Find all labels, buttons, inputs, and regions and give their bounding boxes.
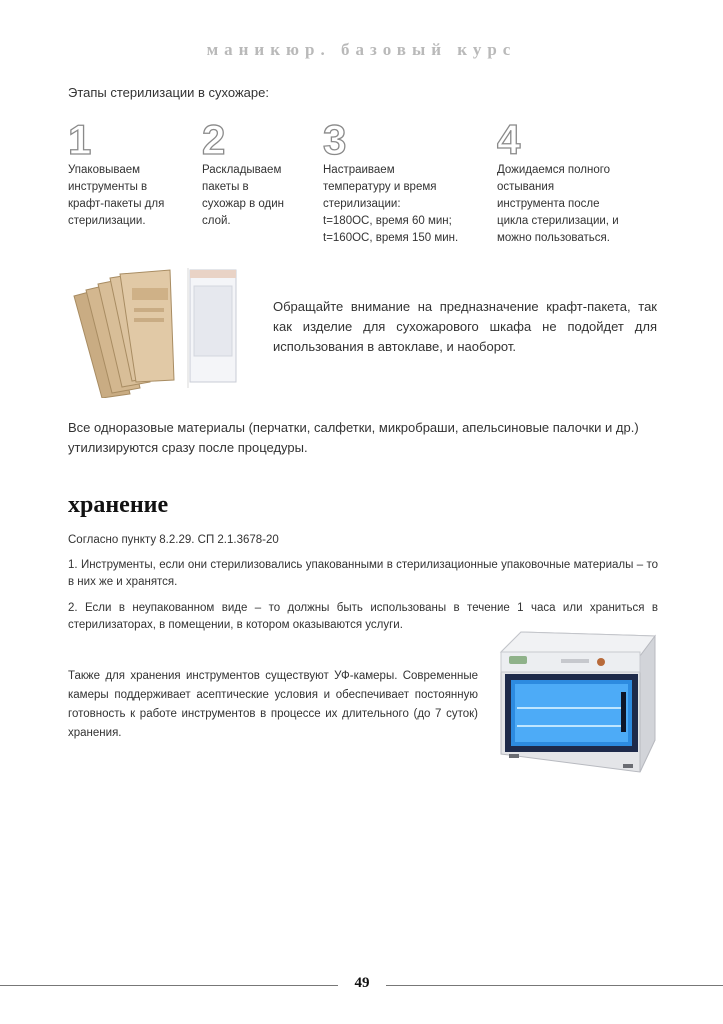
step-1-text: Упаковываем инструменты в крафт-пакеты для стерилизации. — [68, 164, 165, 227]
footer-rule-right — [386, 985, 723, 986]
kraft-packet-stack — [74, 270, 174, 398]
step-2-number: 2 — [202, 116, 226, 163]
uv-chamber-glass-door — [505, 674, 638, 752]
step-1 — [68, 118, 183, 230]
uv-chamber-image — [495, 622, 665, 777]
step-2 — [202, 118, 312, 230]
step-3-number: 3 — [323, 116, 347, 163]
step-4-number: 4 — [497, 116, 521, 163]
step-3 — [323, 118, 483, 247]
storage-item-1: 1. Инструменты, если они стерилизовались упакованными в стерилизационные упаковочные материалы – то в них же и хранятся. — [68, 559, 658, 588]
disposable-materials-note: Все одноразовые материалы (перчатки, салфетки, микробраши, апельсиновые палочки и др.) утилизируются сразу после процедуры. — [68, 420, 639, 455]
kraft-packet-note: Обращайте внимание на предназначение крафт-пакета, так как изделие для сухожарового шкафа не подойдет для использования в автоклаве, и наоборот. — [273, 299, 657, 354]
step-4-text: Дожидаемся полного остывания инструмента после цикла стерилизации, и можно пользоваться. — [497, 164, 619, 244]
running-header: маникюр. базовый курс — [206, 40, 517, 59]
storage-item-2: 2. Если в неупакованном виде – то должны быть использованы в течение 1 часа или храниться в стерилизаторах, в помещении, в котором оказываются услуги. — [68, 602, 658, 631]
transparent-packet — [188, 268, 236, 388]
storage-reference: Согласно пункту 8.2.29. СП 2.1.3678-20 — [68, 534, 279, 546]
kraft-packets-image — [70, 268, 240, 398]
step-4 — [497, 118, 647, 247]
step-3-text: Настраиваем температуру и время стерилизации: t=180ОС, время 60 мин; t=160ОС, время 150 мин. — [323, 164, 459, 244]
section-title-storage: хранение — [68, 492, 169, 518]
steps-intro: Этапы стерилизации в сухожаре: — [68, 85, 269, 100]
uv-chamber-text: Также для хранения инструментов существуют УФ-камеры. Современные камеры поддерживает асептические условия и обеспечивает постоянную готовность к работе инструментов в процессе их длительного (до 7 суток) хранения. — [68, 670, 478, 739]
step-1-number: 1 — [68, 116, 92, 163]
step-2-text: Раскладываем пакеты в сухожар в один слой. — [202, 164, 284, 227]
page-number: 49 — [354, 975, 370, 991]
footer-rule-left — [0, 985, 338, 986]
